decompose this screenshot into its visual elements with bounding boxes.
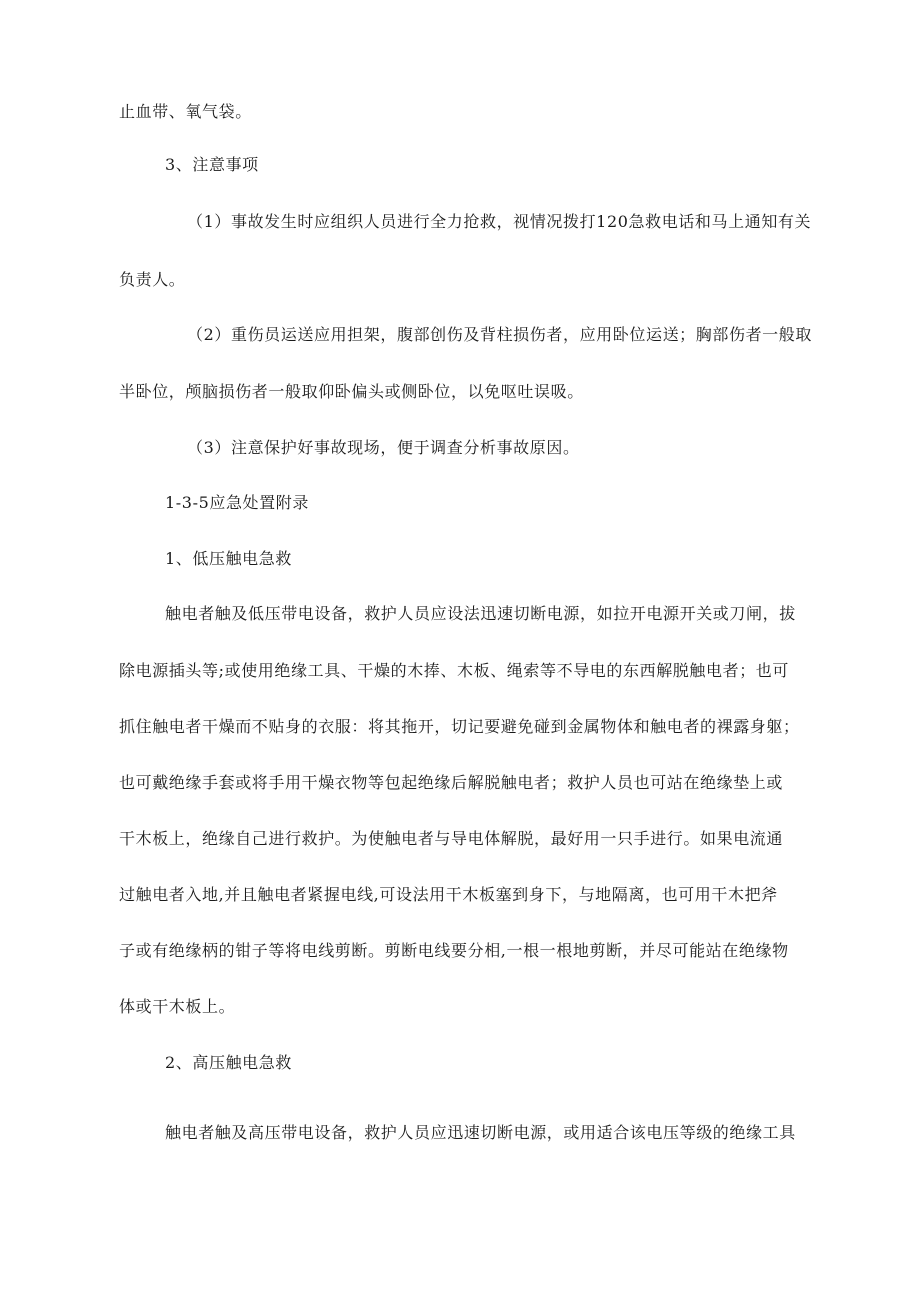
text-line-continuation: 止血带、氧气袋。 <box>119 102 252 121</box>
paragraph-low-voltage-line: 除电源插头等;或使用绝缘工具、干燥的木捧、木板、绳索等不导电的东西解脱触电者；也可 <box>119 661 789 680</box>
paragraph-low-voltage-line: 触电者触及低压带电设备，救护人员应设法迅速切断电源，如拉开电源开关或刀闸，拔 <box>165 604 796 623</box>
paragraph-low-voltage-line: 过触电者入地,并且触电者紧握电线,可设法用干木板塞到身下，与地隔离，也可用干木把斧 <box>119 885 778 904</box>
paragraph-low-voltage-line: 干木板上，绝缘自己进行救护。为使触电者与导电体解脱，最好用一只手进行。如果电流通 <box>119 829 784 848</box>
note-item-3: （3）注意保护好事故现场，便于调查分析事故原因。 <box>187 438 580 457</box>
paragraph-high-voltage-line: 触电者触及高压带电设备，救护人员应迅速切断电源，或用适合该电压等级的绝缘工具 <box>165 1123 796 1142</box>
section-heading-notes: 3、注意事项 <box>165 155 259 174</box>
note-item-1-line-1: （1）事故发生时应组织人员进行全力抢救，视情况拨打120急救电话和马上通知有关 <box>187 212 812 231</box>
subheading-low-voltage: 1、低压触电急救 <box>165 549 292 568</box>
paragraph-low-voltage-line: 也可戴绝缘手套或将手用干燥衣物等包起绝缘后解脱触电者；救护人员也可站在绝缘垫上或 <box>119 773 784 792</box>
note-item-2-line-1: （2）重伤员运送应用担架，腹部创伤及背柱损伤者，应用卧位运送；胸部伤者一般取 <box>187 325 812 344</box>
subheading-high-voltage: 2、高压触电急救 <box>165 1053 292 1072</box>
paragraph-low-voltage-line: 抓住触电者干燥而不贴身的衣服：将其拖开，切记要避免碰到金属物体和触电者的裸露身躯； <box>119 717 800 736</box>
paragraph-low-voltage-line: 体或干木板上。 <box>119 997 236 1016</box>
note-item-2-line-2: 半卧位，颅脑损伤者一般取仰卧偏头或侧卧位，以免呕吐误吸。 <box>119 382 584 401</box>
section-heading-appendix: 1-3-5应急处置附录 <box>165 493 309 512</box>
paragraph-low-voltage-line: 子或有绝缘柄的钳子等将电线剪断。剪断电线要分相,一根一根地剪断，并尽可能站在绝缘物 <box>119 941 789 960</box>
note-item-1-line-2: 负责人。 <box>119 270 186 289</box>
